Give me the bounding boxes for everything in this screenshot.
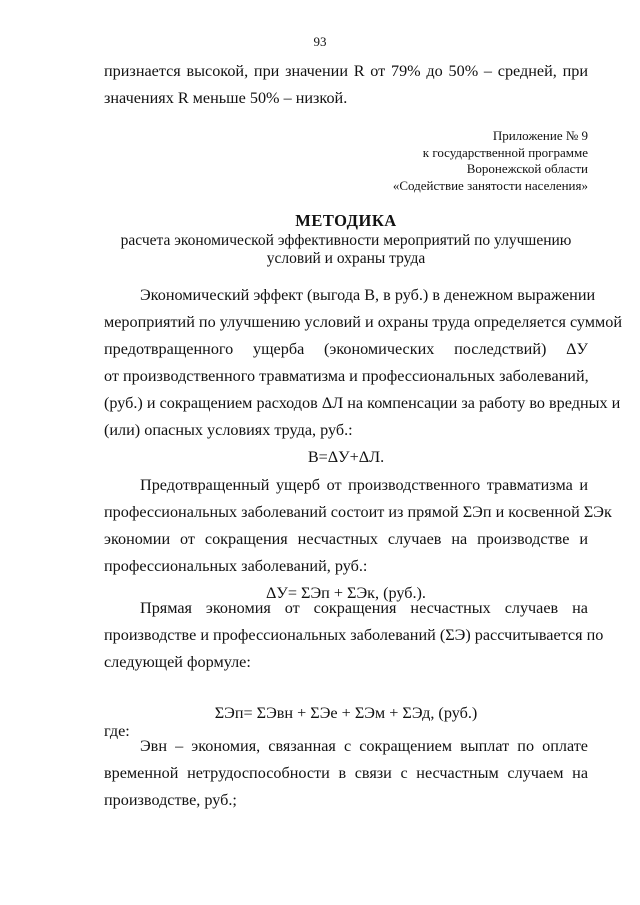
text-line: значениях R меньше 50% – низкой. [104, 89, 348, 107]
paragraph-direct-savings [104, 595, 604, 676]
intro-paragraph [104, 58, 588, 112]
formula-direct-savings: ΣЭп= ΣЭвн + ΣЭе + ΣЭм + ΣЭд, (руб.) [214, 704, 478, 722]
appendix-line: «Содействие занятости населения» [392, 177, 588, 193]
text-line: Эвн – экономия, связанная с сокращением выплат по оплате [140, 737, 588, 755]
paragraph-prevented-damage [104, 472, 612, 607]
page-number: 93 [313, 34, 327, 49]
subtitle-line: расчета экономической эффективности мероприятий по улучшению [120, 232, 572, 249]
paragraph-economic-effect [104, 282, 623, 471]
where-label: где: [104, 722, 130, 740]
text-line: (руб.) и сокращением расходов ΔЛ на компенсации за работу во вредных и [104, 394, 621, 412]
text-line: профессиональных заболеваний состоит из прямой ΣЭп и косвенной ΣЭк [104, 503, 612, 521]
appendix-line: к государственной программе [422, 144, 588, 160]
text-line: предотвращенного ущерба (экономических последствий) ΔУ [104, 340, 588, 358]
text-line: Прямая экономия от сокращения несчастных случаев на [140, 599, 588, 617]
text-line: Экономический эффект (выгода В, в руб.) в денежном выражении [140, 286, 596, 304]
formula-damage: ΔУ= ΣЭп + ΣЭк, (руб.). [266, 584, 426, 602]
formula-benefit: В=ΔУ+ΔЛ. [307, 448, 385, 466]
appendix-line: Приложение № 9 [492, 128, 588, 143]
text-line: от производственного травматизма и профессиональных заболеваний, [104, 367, 589, 385]
text-line: производстве, руб.; [104, 791, 237, 809]
text-line: Предотвращенный ущерб от производственного травматизма и [140, 476, 588, 494]
text-line: профессиональных заболеваний, руб.: [104, 557, 368, 575]
document-subtitle [104, 232, 588, 268]
text-line: (или) опасных условиях труда, руб.: [104, 421, 353, 439]
text-line: производстве и профессиональных заболеваний (ΣЭ) рассчитывается по [104, 626, 604, 644]
paragraph-evn-definition [104, 733, 588, 814]
text-line: экономии от сокращения несчастных случаев на производстве и [104, 530, 588, 548]
text-line: временной нетрудоспособности в связи с несчастным случаем на [104, 764, 588, 782]
subtitle-line: условий и охраны труда [266, 250, 426, 267]
appendix-line: Воронежской области [466, 161, 588, 176]
text-line: следующей формуле: [104, 653, 251, 671]
text-line: признается высокой, при значении R от 79% до 50% – средней, при [104, 62, 588, 80]
document-title: МЕТОДИКА [295, 211, 397, 230]
text-line: мероприятий по улучшению условий и охраны труда определяется суммой [104, 313, 623, 331]
appendix-note [393, 128, 588, 194]
